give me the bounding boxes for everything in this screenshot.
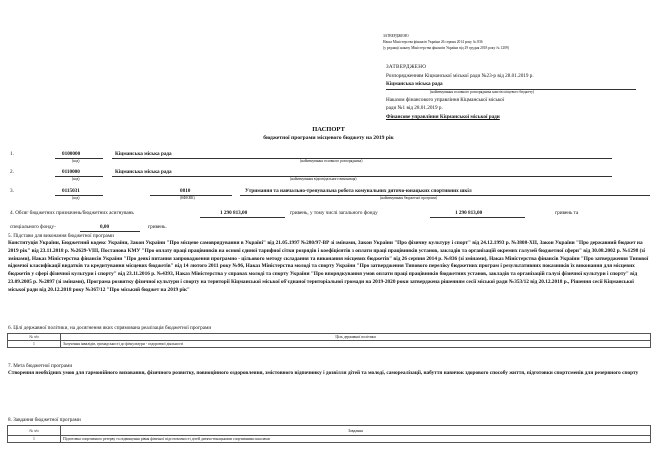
section7-text: Створення необхідних умов для гармонійного виховання, фізичного розвитку, повноцінного оздоровлення, змістовного відпочинку і дозвілля дітей та молоді, самореалізації, набуття навичок здорового способу життя, підготовки спортсменів для резервного спорту (8, 370, 639, 376)
col-number-header: № з/п (8, 426, 61, 436)
row-code-caption: (код) (72, 159, 80, 163)
approval-org1-caption: (найменування головного розпорядника коштів місцевого бюджету) (430, 90, 535, 94)
section5-text: Конституція України, Бюджетний кодекс України, Закон України "Про місцеве самоврядування в Україні" від 21.05.1997 №280/97-ВР зі змінами, Закон України "Про фізичну культуру і спорт" від 24.12.1993 р. №3808-XII, Закон України "Про державний бюджет на 2019 рік" від 23.11.2018 р. №2629-VIII, Постанова КМУ "Про оплату праці працівників на основі єдиної тарифної сітки розрядів і коефіцієнтів з оплати праці працівників установ, закладів та організацій окремих галузей бюджетної сфери" від 30.08.2002 р. №1298 (зі змінами), Наказ Міністерства фінансів України "Про деякі питання запровадження програмно - цільового методу складання та виконання місцевих бюджетів" від 26 серпня 2014 р. №836 (зі змінами), Наказ Міністерства фінансів України "Про затвердження Типової відомчої класифікації видатків та кредитування місцевих бюджетів" від 14 лютого 2011 року №96, Наказ Міністерства молоді та спорту України "Про затвердження Типового переліку бюджетних програм і результативних показників їх виконання для місцевих бюджетів у сфері фізичної культури і спорту" від 23.11.2016 р. №4393, Наказ Міністерства у справах молоді та спорту України "Про впорядкування умов оплати праці працівників бюджетних установ, закладів та організацій галузі фізичної культури і спорту" від 23.09.2005 р. №2097 (зі змінами), Програма розвитку фізичної культури і спорту на території Кіцманської міської об'єднаної територіальної громади на 2019-2020 роки затверджена рішенням сесії міської ради №353/12 від 20.12.2018 р., Рішення сесії Кіцманської міської ради від 20.12.2018 року №367/12 "Про міський бюджет на 2019 рік" (8, 240, 649, 293)
budget-special-label: спеціального фонду- (10, 224, 56, 230)
section6-label: 6. Цілі державної політики, на досягнення яких спрямована реалізація бюджетної програми (8, 325, 212, 331)
col-number-header: № з/п (8, 334, 61, 341)
col-goal-header: Ціль державної політики (61, 334, 651, 341)
row-number: 2. (10, 169, 14, 175)
row-number: 1. (10, 151, 14, 157)
goals-table (7, 333, 651, 348)
section7-label: 7. Мета бюджетної програми (8, 363, 73, 369)
row-name: Кіцманська міська рада (115, 169, 172, 175)
table-row (8, 436, 651, 443)
row-name: Утримання та навчально-тренувальна робота комунальних дитячо-юнацьких спортивних шкіл (245, 188, 472, 194)
approval-order: Наказом фінансового управління Кіцманської міської (386, 97, 505, 103)
row-code-caption: (код) (72, 196, 80, 200)
page-title: ПАСПОРТ (312, 126, 345, 133)
section8-label: 8. Завдання бюджетної програми (8, 417, 81, 423)
row-code-caption: (код) (72, 177, 80, 181)
task-cell: Підготовка спортивного резерву та підвищення рівня фізичної підготовленості дітей дитячо-юнацькими спортивними школами (61, 436, 651, 443)
row-name: Кіцманська міська рада (115, 151, 172, 157)
row-kfkvk: 0810 (180, 188, 191, 194)
page-subtitle: бюджетної програми місцевого бюджету на 2019 рік (263, 135, 394, 141)
row-name-caption: (найменування відповідального виконавця) (290, 177, 357, 181)
budget-label: 4. Обсяг бюджетних призначень/бюджетних асигнувань (10, 210, 134, 216)
tasks-table (7, 425, 651, 443)
approval-order2: ради №1 від 28.01.2019 р. (386, 105, 443, 111)
budget-total: 1 290 813,00 (220, 210, 248, 216)
approval-org2: Фінансове управління Кіцманської міської ради (386, 114, 500, 120)
header-note-title: ЗАТВЕРДЖЕНО (383, 34, 409, 38)
row-number-cell: 1 (8, 341, 61, 348)
col-task-header: Завдання (61, 426, 651, 436)
goal-cell: Залучення інвалідів, громадськості до фізкультури - оздоровчої діяльності (61, 341, 651, 348)
approval-title: ЗАТВЕРДЖЕНО (386, 64, 427, 70)
approval-decree: Розпорядженням Кіцманської міської ради №23-р від 28.01.2019 р. (386, 73, 534, 79)
budget-unit: гривень. (148, 224, 167, 230)
budget-special: 0,00 (100, 224, 110, 230)
row-code: 0115031 (62, 188, 80, 194)
row-code: 0100000 (62, 151, 81, 157)
budget-mid-text: гривень, у тому числі загального фонду (290, 210, 378, 216)
header-note-line: Наказ Міністерства фінансів України 26 серпня 2014 року № 836 (383, 40, 483, 44)
row-kfkvk-caption: (КФКВК) (180, 196, 195, 200)
approval-org1: Кіцманська міська рада (386, 81, 443, 87)
section5-label: 5. Підстави для виконання бюджетної програми (8, 233, 114, 239)
row-name-caption: (найменування бюджетної програми) (380, 196, 438, 200)
row-code: 0110000 (62, 169, 80, 175)
table-header-row (8, 426, 651, 436)
row-number-cell: 1 (8, 436, 61, 443)
header-note-line: (у редакції наказу Міністерства фінансів України від 29 грудня 2018 року № 1209) (383, 46, 509, 50)
budget-unit: гривень та (555, 210, 579, 216)
row-name-caption: (найменування головного розпорядника) (300, 159, 363, 163)
row-number: 3. (10, 188, 14, 194)
table-row (8, 341, 651, 348)
table-header-row (8, 334, 651, 341)
budget-general: 1 290 813,00 (455, 210, 483, 216)
